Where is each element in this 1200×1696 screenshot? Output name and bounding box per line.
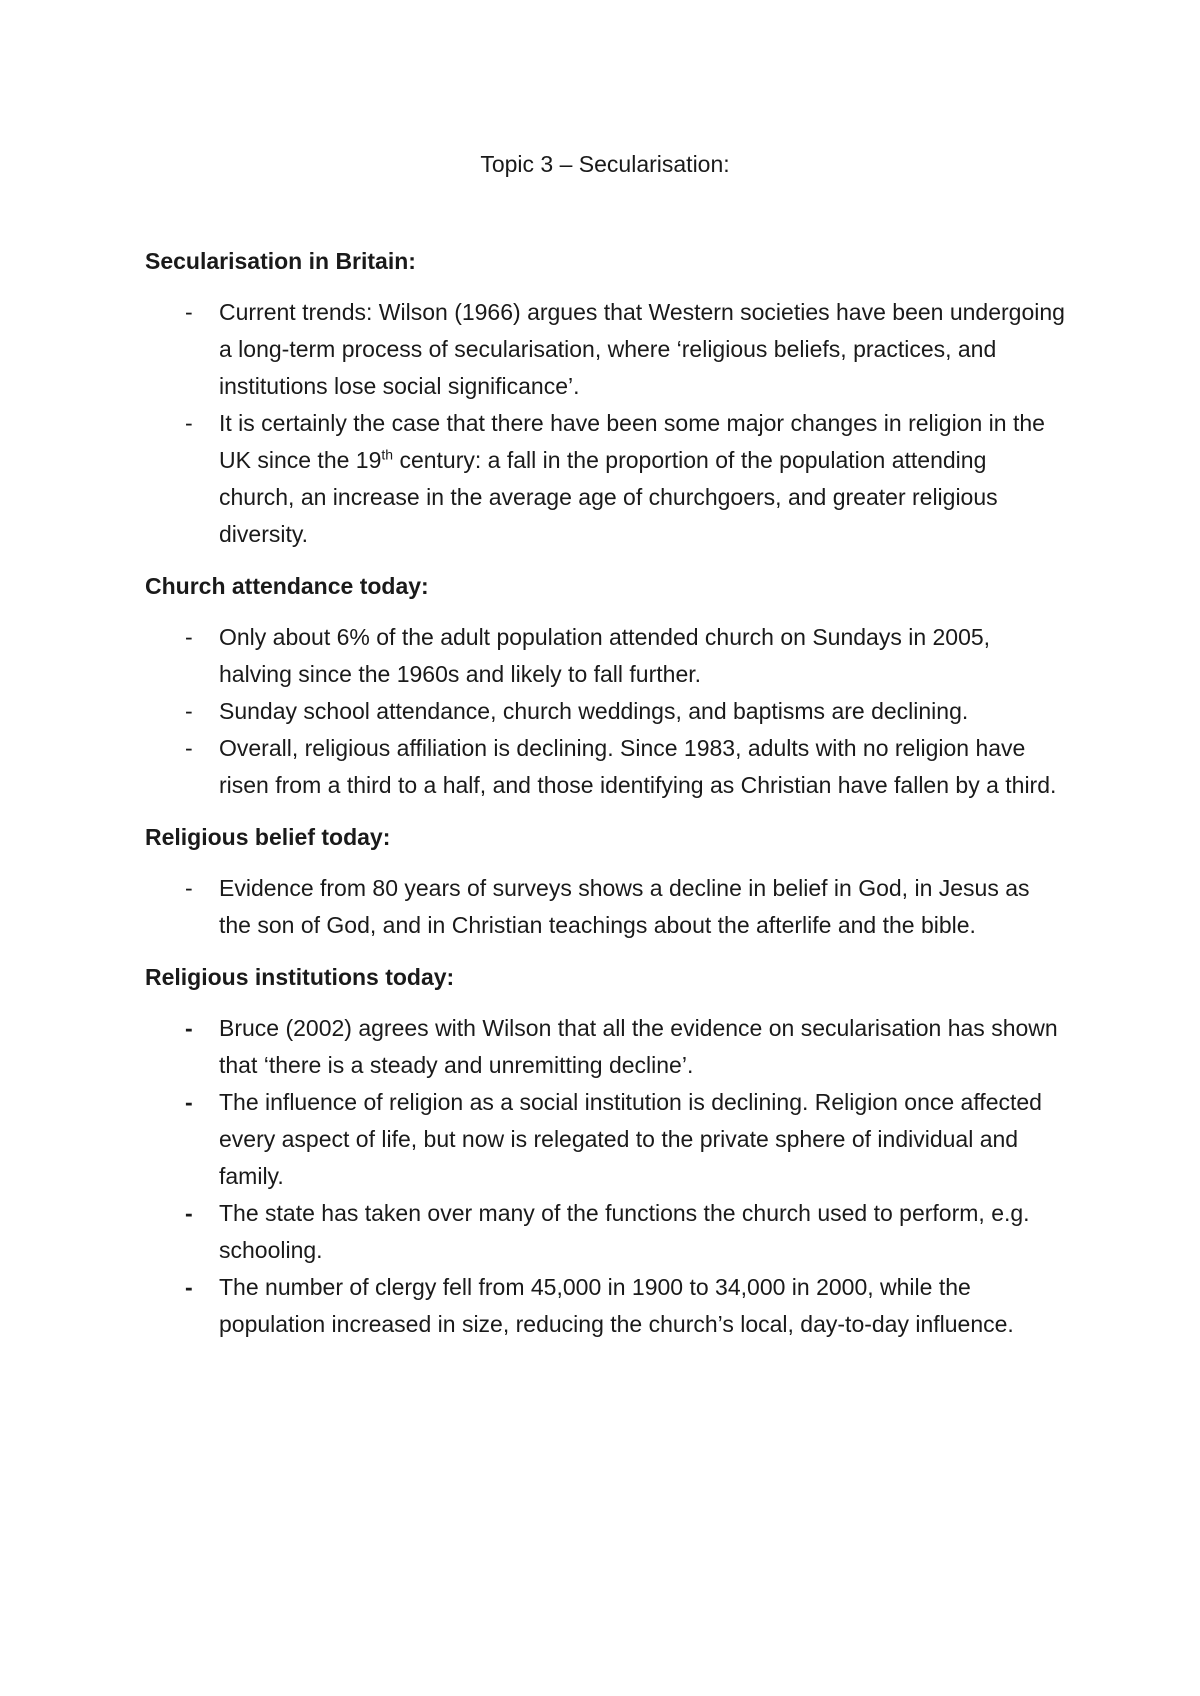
- dash-bullet-icon: -: [185, 410, 193, 436]
- list-item: [145, 870, 1065, 944]
- list-item-text: Current trends: Wilson (1966) argues that Western societies have been undergoing a long-term process of secularisation, where ‘religious beliefs, practices, and institutions lose social significance’.: [219, 299, 1065, 399]
- document-page: [145, 150, 1065, 1362]
- bullet-list: [145, 294, 1065, 553]
- list-item: [145, 730, 1065, 804]
- list-item-text: The number of clergy fell from 45,000 in 1900 to 34,000 in 2000, while the population increased in size, reducing the church’s local, day-to-day influence.: [219, 1274, 1014, 1337]
- list-item: [145, 294, 1065, 405]
- dash-bullet-icon: -: [185, 1200, 193, 1226]
- dash-bullet-icon: -: [185, 875, 193, 901]
- bullet-list: [145, 870, 1065, 944]
- list-item: [145, 405, 1065, 553]
- list-item-text: Bruce (2002) agrees with Wilson that all the evidence on secularisation has shown that ‘there is a steady and unremitting decline’.: [219, 1015, 1058, 1078]
- dash-bullet-icon: -: [185, 1015, 193, 1041]
- section-religious-belief: [145, 823, 1065, 944]
- list-item: [145, 619, 1065, 693]
- list-item: [145, 693, 1065, 730]
- dash-bullet-icon: -: [185, 735, 193, 761]
- section-heading: Religious belief today:: [145, 824, 391, 850]
- list-item-text-end: century: a fall in the proportion of the population attending church, an increase in the average age of churchgoers, and greater religious diversity.: [219, 447, 998, 547]
- list-item-text: The state has taken over many of the functions the church used to perform, e.g. schooling.: [219, 1200, 1030, 1263]
- list-item-text: Only about 6% of the adult population attended church on Sundays in 2005, halving since the 1960s and likely to fall further.: [219, 624, 991, 687]
- list-item-text: Sunday school attendance, church weddings, and baptisms are declining.: [219, 698, 969, 724]
- list-item: [145, 1269, 1065, 1343]
- list-item-text-start: It is certainly the case that there have been some major changes in religion in the UK since the 19: [219, 410, 1045, 473]
- section-church-attendance: [145, 572, 1065, 804]
- dash-bullet-icon: -: [185, 624, 193, 650]
- list-item: [145, 1195, 1065, 1269]
- section-heading: Religious institutions today:: [145, 964, 455, 990]
- section-heading: Secularisation in Britain:: [145, 248, 416, 274]
- section-secularisation-in-britain: [145, 247, 1065, 553]
- dash-bullet-icon: -: [185, 1274, 193, 1300]
- list-item: [145, 1010, 1065, 1084]
- list-item: [145, 1084, 1065, 1195]
- dash-bullet-icon: -: [185, 698, 193, 724]
- list-item-text: Evidence from 80 years of surveys shows a decline in belief in God, in Jesus as the son of God, and in Christian teachings about the afterlife and the bible.: [219, 875, 1030, 938]
- list-item-text: Overall, religious affiliation is declining. Since 1983, adults with no religion have risen from a third to a half, and those identifying as Christian have fallen by a third.: [219, 735, 1057, 798]
- list-item-text: The influence of religion as a social institution is declining. Religion once affected every aspect of life, but now is relegated to the private sphere of individual and family.: [219, 1089, 1042, 1189]
- bullet-list: [145, 1010, 1065, 1343]
- document-title: Topic 3 – Secularisation:: [480, 151, 730, 177]
- section-religious-institutions: [145, 963, 1065, 1343]
- superscript-ordinal: th: [381, 446, 394, 463]
- bullet-list: [145, 619, 1065, 804]
- dash-bullet-icon: -: [185, 1089, 193, 1115]
- section-heading: Church attendance today:: [145, 573, 429, 599]
- dash-bullet-icon: -: [185, 299, 193, 325]
